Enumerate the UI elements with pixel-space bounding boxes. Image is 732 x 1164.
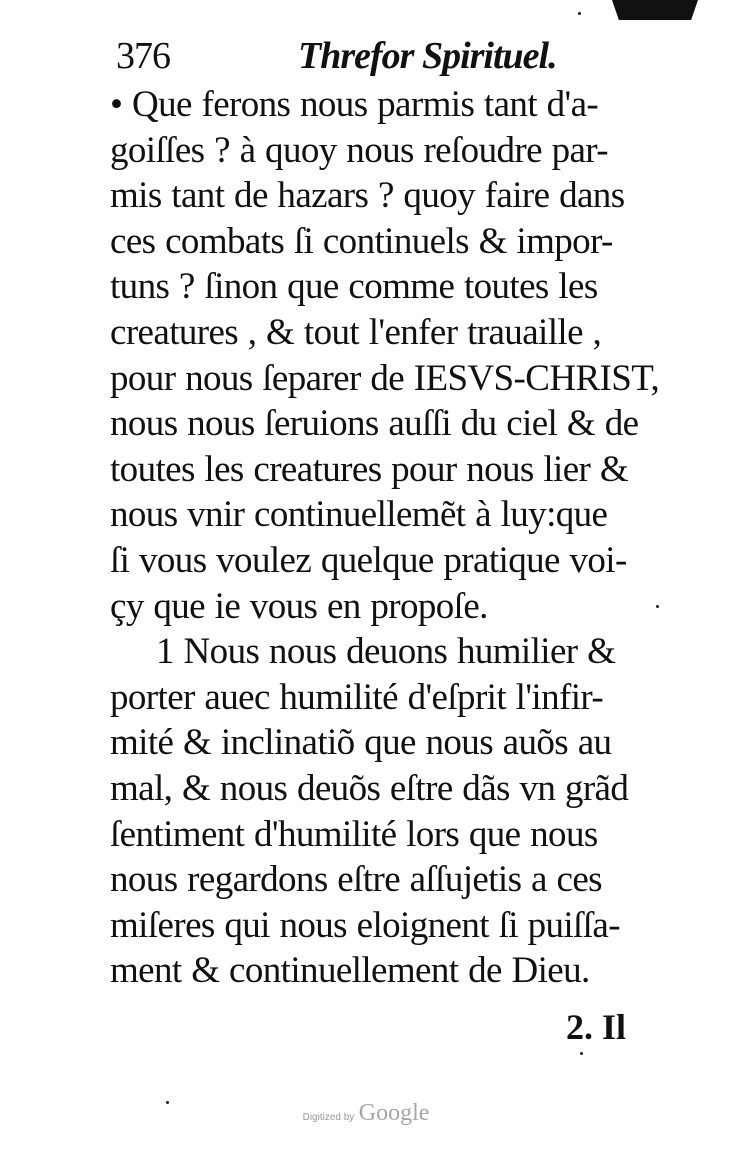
text-line: çy que ie vous en propoſe. [110, 585, 488, 627]
text-line: nous regardons eſtre aſſujetis a ces [110, 859, 602, 901]
text-line: creatures , & tout l'enfer trauaille , [110, 311, 602, 353]
text-line: toutes les creatures pour nous lier & [110, 448, 629, 490]
text-line: nous vnir continuellemẽt à luy:que [110, 494, 608, 536]
text-line: miſeres qui nous eloignent ſi puiſſa- [110, 904, 620, 946]
page-number: 376 [116, 35, 170, 77]
text-line: ces combats ſi continuels & impor- [110, 220, 613, 262]
text-line: 1 Nous nous deuons humilier & [156, 631, 616, 673]
text-line: porter auec humilité d'eſprit l'infir- [110, 676, 604, 718]
text-line: ment & continuellement de Dieu. [110, 950, 590, 992]
text-line: pour nous ſeparer de IESVS-CHRIST, [110, 357, 660, 399]
page-body-text [110, 82, 680, 994]
text-line: mité & inclinatiõ que nous auõs au [110, 722, 612, 764]
text-line: ſi vous voulez quelque pratique voi- [110, 539, 627, 581]
text-line: nous nous ſeruions auſſi du ciel & de [110, 403, 639, 445]
ink-speck [656, 605, 659, 608]
text-line: mis tant de hazars ? quoy faire dans [110, 175, 625, 217]
google-wordmark: Google [358, 1100, 430, 1126]
text-line: ſentiment d'humilité lors que nous [110, 813, 598, 855]
ink-speck [578, 12, 581, 15]
text-line: tuns ? ſinon que comme toutes les [110, 266, 598, 308]
corner-ink-mark [612, 0, 698, 20]
digitization-footer [0, 1100, 732, 1127]
ink-speck [580, 1052, 583, 1055]
text-line: goiſſes ? à quoy nous reſoudre par- [110, 129, 608, 171]
running-title: Threfor Spirituel. [298, 35, 557, 77]
text-line: mal, & nous deuõs eſtre dãs vn grãd [110, 767, 629, 809]
text-line: • Que ferons nous parmis tant d'a- [110, 84, 599, 125]
digitized-by-label: Digitized by [302, 1112, 355, 1123]
page-header [116, 30, 586, 82]
catchword: 2. Il [566, 1007, 627, 1047]
